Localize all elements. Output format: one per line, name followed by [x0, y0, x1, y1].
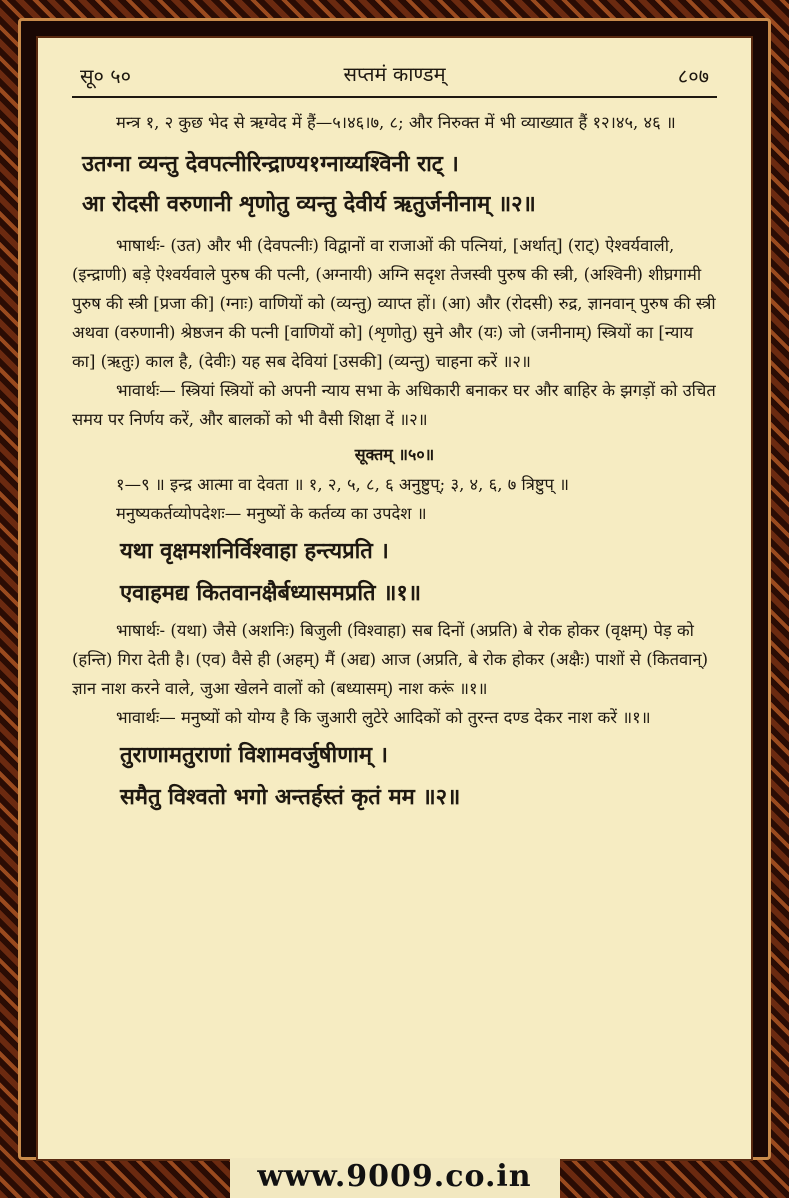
mantra-line: तुराणामतुराणां विशामवर्जुषीणाम् ।: [120, 742, 388, 768]
mantra-line: आ रोदसी वरुणानी शृणोतु व्यन्तु देवीर्य ऋतुर्जनीनाम् ॥२॥: [82, 191, 536, 217]
bhavarth-paragraph: भावार्थः— स्त्रियां स्त्रियों को अपनी न्याय सभा के अधिकारी बनाकर घर और बाहिर के झगड़ों को उचित समय पर निर्णय करें, और बालकों को भी वैसी शिक्षा दें ॥२॥: [72, 381, 716, 429]
bhavarth-paragraph: भावार्थः— मनुष्यों को योग्य है कि जुआरी लुटेरे आदिकों को तुरन्त दण्ड देकर नाश करें ॥१॥: [116, 708, 651, 727]
bhasharth-paragraph: भाषार्थः- (यथा) जैसे (अशनिः) बिजुली (विश्वाहा) सब दिनों (अप्रति) बे रोक होकर (वृक्षम्) पेड़ को (हन्ति) गिरा देती है। (एव) वैसे ही (अहम्) मैं (अद्य) आज (अप्रति, बे रोक होकर (अक्षैः) पाशों से (कितवान्) ज्ञान नाश करने वाले, जुआ खेलने वालों को (बध्यासम्) नाश करूं ॥१॥: [72, 621, 709, 698]
page-header: [72, 58, 717, 90]
note-paragraph: मन्त्र १, २ कुछ भेद से ऋग्वेद में हैं—५।४६।७, ८; और निरुक्त में भी व्याख्यात हैं १२।४५, ४६ ॥: [116, 113, 676, 132]
header-rule: [72, 96, 717, 98]
sukta-heading: सूक्तम् ॥५०॥: [354, 445, 435, 464]
mantra-line: समैतु विश्वतो भगो अन्तर्हस्तं कृतं मम ॥२॥: [120, 784, 461, 810]
mantra-line: यथा वृक्षमशनिर्विश्वाहा हन्त्यप्रति ।: [120, 538, 389, 564]
mantra-line: उतग्ना व्यन्तु देवपत्नीरिन्द्राण्य१ग्नाय्यश्विनी राट् ।: [82, 151, 459, 177]
mantra-line: एवाहमद्य कितवानक्षैर्बध्यासमप्रति ॥१॥: [120, 580, 422, 606]
kanda-title: सप्तमं काण्डम्: [343, 62, 446, 86]
page: [36, 36, 753, 1161]
devata-line: १—९ ॥ इन्द्र आत्मा वा देवता ॥ १, २, ५, ८, ६ अनुष्टुप्; ३, ४, ६, ७ त्रिष्टुप् ॥: [116, 475, 570, 494]
bhasharth-paragraph: भाषार्थः- (उत) और भी (देवपत्नीः) विद्वानों वा राजाओं की पत्नियां, [अर्थात्] (राट्) ऐश्वर्यवाली, (इन्द्राणी) बड़े ऐश्वर्यवाले पुरुष की पत्नी, (अग्नायी) अग्नि सदृश तेजस्वी पुरुष की स्त्री, (अश्विनी) शीघ्रगामी पुरुष की स्त्री [प्रजा की] (ग्नाः) वाणियों को (व्यन्तु) व्याप्त हों। (आ) और (रोदसी) रुद्र, ज्ञानवान् पुरुष की स्त्री अथवा (वरुणानी) श्रेष्ठजन की पत्नी [वाणियों को] (शृणोतु) सुने और (यः) जो (जनीनाम्) स्त्रियों का [न्याय का] (ऋतुः) काल है, (देवीः) यह सब देवियां [उसकी] (व्यन्तु) चाहना करें ॥२॥: [72, 236, 716, 371]
upadesh-line: मनुष्यकर्तव्योपदेशः— मनुष्यों के कर्तव्य का उपदेश ॥: [116, 504, 427, 523]
page-number: ८०७: [677, 64, 709, 88]
website-url: www.9009.co.in: [257, 1159, 532, 1194]
sukta-number: सू० ५०: [80, 64, 132, 88]
